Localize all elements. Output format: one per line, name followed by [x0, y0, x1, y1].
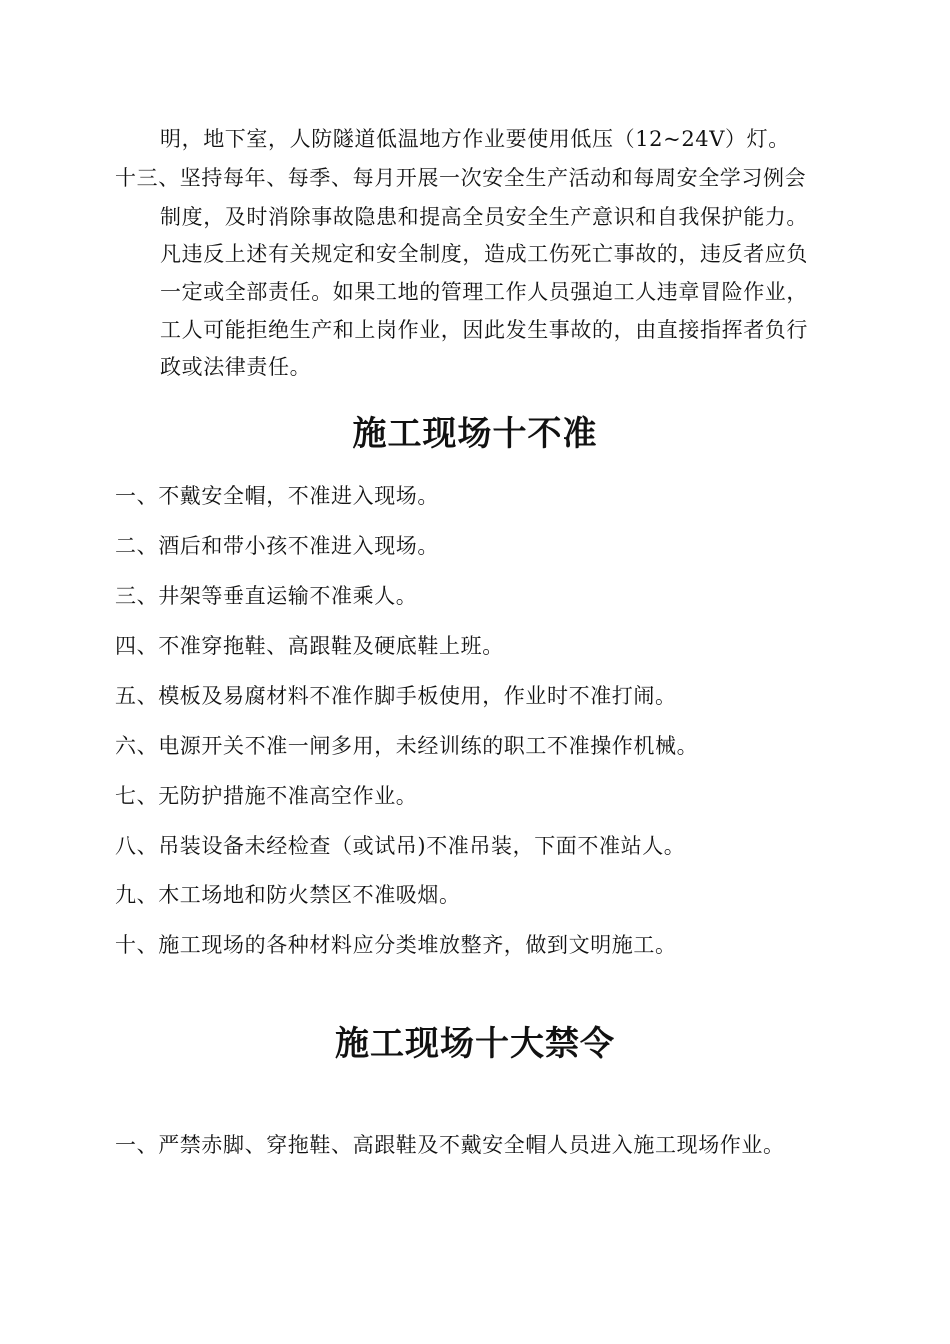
list-item: 九、木工场地和防火禁区不准吸烟。 — [115, 883, 461, 907]
list-item: 二、酒后和带小孩不准进入现场。 — [115, 534, 439, 558]
item-13-line-6: 政或法律责任。 — [160, 355, 312, 379]
section-title-ten-bans: 施工现场十大禁令 — [335, 1024, 615, 1064]
item-13-line-4: 一定或全部责任。如果工地的管理工作人员强迫工人违章冒险作业， — [160, 280, 808, 304]
list-item: 十、施工现场的各种材料应分类堆放整齐，做到文明施工。 — [115, 933, 677, 957]
section-title-ten-prohibitions: 施工现场十不准 — [352, 414, 598, 454]
item-13-line-1: 十三、坚持每年、每季、每月开展一次安全生产活动和每周安全学习例会 — [115, 166, 807, 190]
list-item: 八、吊装设备未经检查（或试吊)不准吊装，下面不准站人。 — [115, 834, 686, 858]
item-13-line-5: 工人可能拒绝生产和上岗作业，因此发生事故的，由直接指挥者负行 — [160, 318, 808, 342]
paragraph-continuation: 明，地下室，人防隧道低温地方作业要使用低压（12~24V）灯。 — [160, 127, 790, 151]
list-item: 一、严禁赤脚、穿拖鞋、高跟鞋及不戴安全帽人员进入施工现场作业。 — [115, 1133, 785, 1157]
list-item: 五、模板及易腐材料不准作脚手板使用，作业时不准打闹。 — [115, 684, 677, 708]
list-item: 六、电源开关不准一闸多用，未经训练的职工不准操作机械。 — [115, 734, 699, 758]
list-item: 一、不戴安全帽，不准进入现场。 — [115, 484, 439, 508]
item-13-line-2: 制度，及时消除事故隐患和提高全员安全生产意识和自我保护能力。 — [160, 205, 808, 229]
list-item: 七、无防护措施不准高空作业。 — [115, 784, 418, 808]
item-13-line-3: 凡违反上述有关规定和安全制度，造成工伤死亡事故的，违反者应负 — [160, 242, 808, 266]
list-item: 四、不准穿拖鞋、高跟鞋及硬底鞋上班。 — [115, 634, 504, 658]
list-item: 三、井架等垂直运输不准乘人。 — [115, 584, 418, 608]
